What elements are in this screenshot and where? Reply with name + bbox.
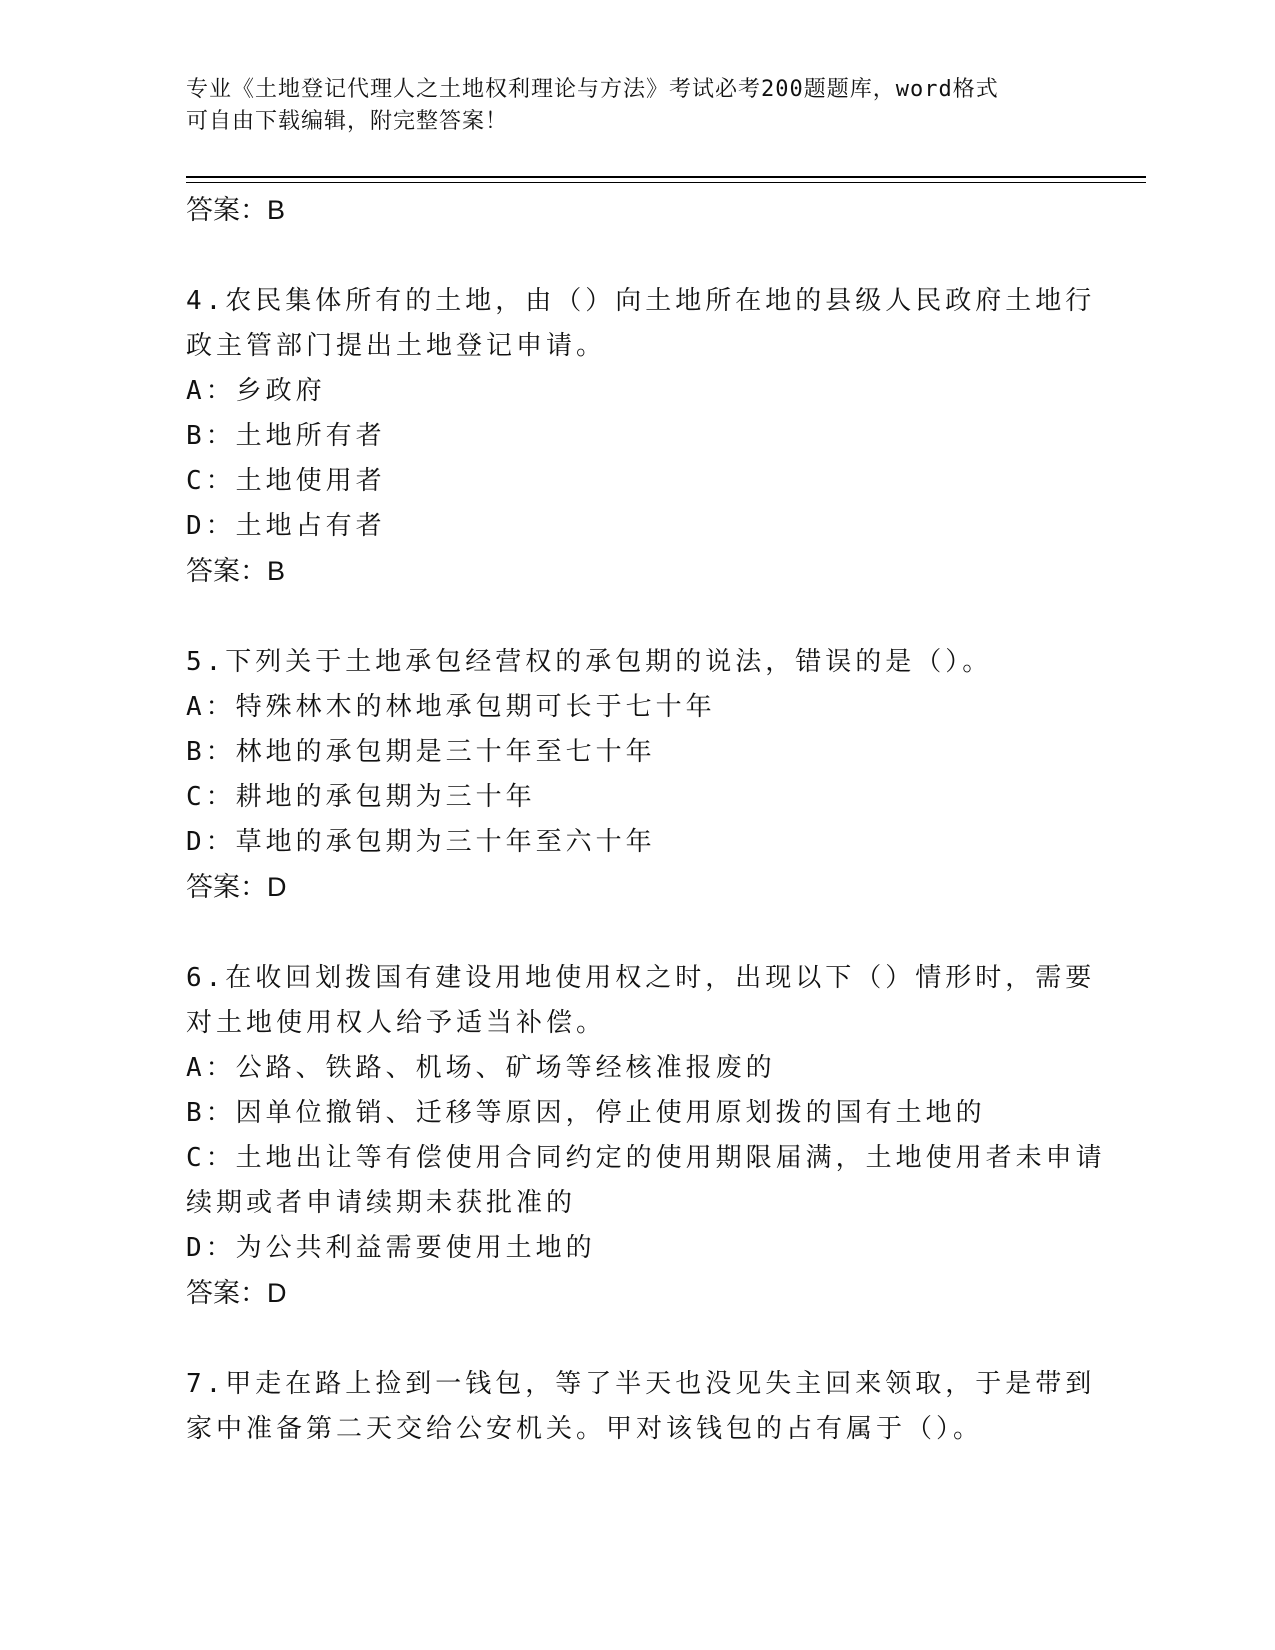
option-a: A：公路、铁路、机场、矿场等经核准报废的 xyxy=(186,1053,776,1083)
option-c: C：耕地的承包期为三十年 xyxy=(186,782,536,812)
option-b: B：土地所有者 xyxy=(186,421,386,451)
question-text-line: 7.甲走在路上捡到一钱包，等了半天也没见失主回来领取，于是带到 xyxy=(186,1369,1096,1399)
option-a: A：乡政府 xyxy=(186,376,326,406)
question-5 xyxy=(186,640,1066,910)
answer-line: 答案：D xyxy=(186,872,287,902)
header-line-2: 可自由下载编辑，附完整答案！ xyxy=(186,109,509,134)
answer-line: 答案：B xyxy=(186,556,286,586)
header-divider-thick xyxy=(186,176,1146,178)
option-d: D：草地的承包期为三十年至六十年 xyxy=(186,827,656,857)
answer-line: 答案：B xyxy=(186,195,286,225)
question-text-line: 6.在收回划拨国有建设用地使用权之时，出现以下（）情形时，需要 xyxy=(186,963,1096,993)
document-body xyxy=(186,186,1106,1452)
option-c: C：土地出让等有偿使用合同约定的使用期限届满，土地使用者未申请 xyxy=(186,1143,1106,1173)
question-text-line: 4.农民集体所有的土地，由（）向土地所在地的县级人民政府土地行 xyxy=(186,286,1096,316)
option-d: D：土地占有者 xyxy=(186,511,386,541)
document-header xyxy=(186,74,1086,138)
question-text-line: 家中准备第二天交给公安机关。甲对该钱包的占有属于（）。 xyxy=(186,1414,984,1444)
question-7 xyxy=(186,1362,1096,1452)
option-b: B：因单位撤销、迁移等原因，停止使用原划拨的国有土地的 xyxy=(186,1098,986,1128)
option-c: C：土地使用者 xyxy=(186,466,386,496)
header-divider-thin xyxy=(186,182,1146,183)
option-c-continued: 续期或者申请续期未获批准的 xyxy=(186,1188,577,1218)
header-line-1: 专业《土地登记代理人之土地权利理论与方法》考试必考200题题库，word格式 xyxy=(186,77,999,102)
option-d: D：为公共利益需要使用土地的 xyxy=(186,1233,596,1263)
option-b: B：林地的承包期是三十年至七十年 xyxy=(186,737,656,767)
answer-line: 答案：D xyxy=(186,1278,287,1308)
question-4 xyxy=(186,279,1096,594)
question-text-line: 政主管部门提出土地登记申请。 xyxy=(186,331,607,361)
question-text-line: 5.下列关于土地承包经营权的承包期的说法，错误的是（）。 xyxy=(186,647,993,677)
question-6 xyxy=(186,956,1106,1316)
question-text-line: 对土地使用权人给予适当补偿。 xyxy=(186,1008,607,1038)
option-a: A：特殊林木的林地承包期可长于七十年 xyxy=(186,692,716,722)
